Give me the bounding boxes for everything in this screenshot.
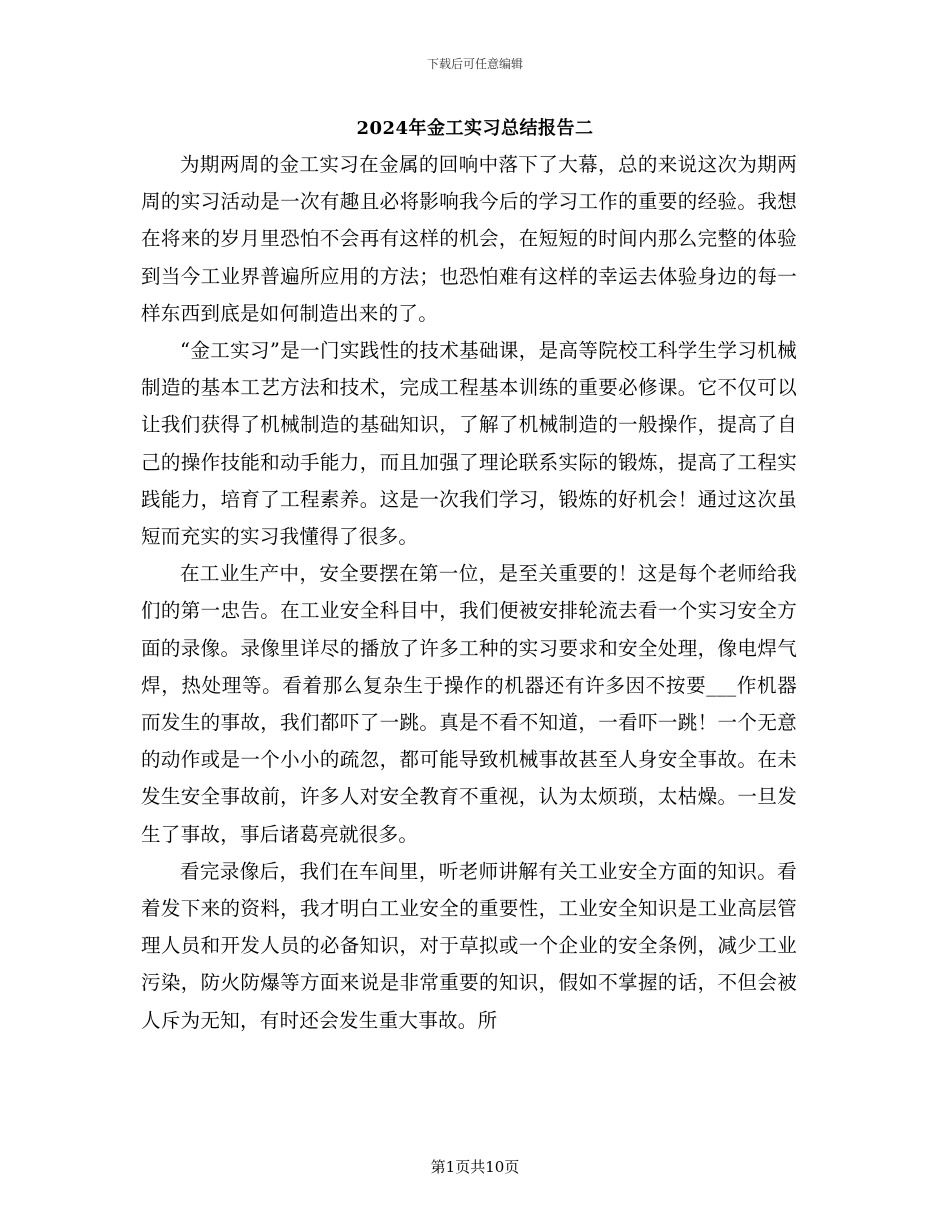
page-number-footer: 第1页共10页 [430, 1158, 520, 1176]
page-header-note: 下载后可任意编辑 [426, 57, 523, 71]
body-paragraph-2: “金工实习”是一门实践性的技术基础课，是高等院校工科学生学习机械制造的基本工艺方法和技术，完成工程基本训练的重要必修课。它不仅可以让我们获得了机械制造的基础知识，了解了机械制造的一般操作，提高了自己的操作技能和动手能力，而且加强了理论联系实际的锻炼，提高了工程实践能力，培育了工程素养。这是一次我们学习，锻炼的好机会！通过这次虽短而充实的实习我懂得了很多。 [141, 339, 797, 549]
body-paragraph-1: 为期两周的金工实习在金属的回响中落下了大幕，总的来说这次为期两周的实习活动是一次有趣且必将影响我今后的学习工作的重要的经验。我想在将来的岁月里恐怕不会再有这样的机会，在短短的时间内那么完整的体验到当今工业界普遍所应用的方法；也恐怕难有这样的幸运去体验身边的每一样东西到底是如何制造出来的了。 [141, 153, 797, 325]
body-paragraph-3: 在工业生产中，安全要摆在第一位，是至关重要的！这是每个老师给我们的第一忠告。在工业安全科目中，我们便被安排轮流去看一个实习安全方面的录像。录像里详尽的播放了许多工种的实习要求和安全处理，像电焊气焊，热处理等。看着那么复杂生于操作的机器还有许多因不按要___作机器而发生的事故，我们都吓了一跳。真是不看不知道，一看吓一跳！一个无意的动作或是一个小小的疏忽，都可能导致机械事故甚至人身安全事故。在未发生安全事故前，许多人对安全教育不重视，认为太烦琐，太枯燥。一旦发生了事故，事后诸葛亮就很多。 [141, 562, 797, 846]
document-body [141, 146, 797, 1039]
document-title: 2024年金工实习总结报告二 [356, 118, 594, 139]
body-paragraph-4: 看完录像后，我们在车间里，听老师讲解有关工业安全方面的知识。看着发下来的资料，我才明白工业安全的重要性，工业安全知识是工业高层管理人员和开发人员的必备知识，对于草拟或一个企业的安全条例，减少工业污染，防火防爆等方面来说是非常重要的知识，假如不掌握的话，不但会被人斥为无知，有时还会发生重大事故。所 [141, 859, 797, 1032]
